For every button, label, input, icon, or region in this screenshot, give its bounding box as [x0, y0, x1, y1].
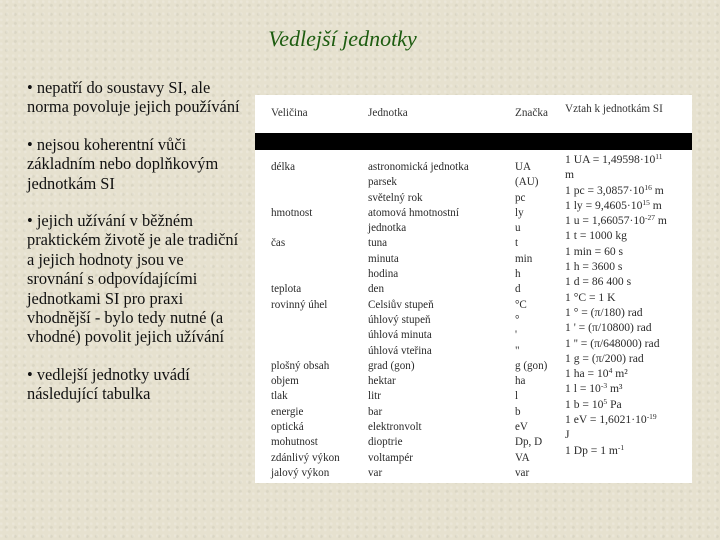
table-cell: °C — [515, 298, 527, 311]
column-jednotka — [368, 160, 469, 481]
table-cell — [271, 267, 340, 282]
table-cell: 1 d = 86 400 s — [565, 275, 632, 289]
table-cell: 1 °C = 1 K — [565, 290, 616, 304]
table-cell: ly — [515, 206, 524, 219]
table-cell: m — [565, 168, 575, 182]
table-cell: hodina — [368, 268, 399, 281]
table-cell: VA — [515, 451, 530, 464]
table-cell: minuta — [368, 252, 399, 265]
table-cell: 1 min = 60 s — [565, 244, 624, 258]
table-cell: l — [515, 390, 519, 403]
table-cell: b — [515, 405, 521, 418]
table-cell: ha — [515, 375, 526, 388]
bullet-item: • vedlejší jednotky uvádí následující tabulka — [27, 364, 190, 404]
table-cell: 1 Dp = 1 $m^{-1}$ — [565, 442, 625, 457]
table-cell: d — [515, 283, 521, 296]
table-cell: litr — [368, 390, 381, 403]
table-cell: 1 $b = 10^5$ Pa — [565, 396, 622, 411]
table-cell: Dp, D — [515, 436, 543, 449]
table-cell: var — [515, 466, 530, 479]
table-cell: úhlová vteřina — [368, 344, 432, 357]
table-cell: Celsiův stupeň — [368, 298, 434, 311]
table-cell: parsek — [368, 176, 397, 189]
slide-title: Vedlejší jednotky — [268, 26, 417, 51]
table-cell — [271, 313, 340, 328]
table-cell: UA — [515, 161, 532, 173]
table-cell: tlak — [271, 390, 288, 403]
table-cell: " — [515, 344, 520, 357]
bullet-item: • jejich užívání v běžném praktickém životě je ale tradiční a jejich hodnoty jsou ve srovnání s odpovídajícími jednotkami SI pro praxi vhodnější - bylo tedy nutné (a vhodné) povolit jejich užívání — [27, 211, 239, 347]
table-cell — [271, 221, 340, 236]
table-cell: atomová hmotnostní — [368, 206, 459, 219]
table-cell: den — [368, 283, 385, 296]
table-cell: 1 h = 3600 s — [565, 260, 623, 274]
table-cell: jalový výkon — [271, 466, 330, 479]
table-cell — [271, 252, 340, 267]
table-cell: g (gon) — [515, 359, 548, 372]
table-cell: grad (gon) — [368, 359, 415, 372]
table-cell: světelný rok — [368, 191, 423, 204]
table-cell: mohutnost — [271, 436, 318, 449]
table-cell: ° — [515, 313, 520, 326]
table-cell: objem — [271, 375, 299, 388]
table-cell: 1 ° = (π/180) rad — [565, 305, 643, 319]
table-cell: úhlový stupeň — [368, 313, 431, 326]
bullet-item: • nejsou koherentní vůči základním nebo doplňkovým jednotkám SI — [27, 134, 219, 193]
table-cell: astronomická jednotka — [368, 161, 469, 173]
table-cell: energie — [271, 405, 304, 418]
table-cell: čas — [271, 237, 286, 250]
table-cell: jednotka — [368, 222, 407, 235]
header-jednotka: Jednotka — [368, 107, 408, 119]
table-cell: tuna — [368, 237, 388, 250]
table-cell: optická — [271, 421, 304, 434]
table-cell — [271, 344, 340, 359]
table-cell: dioptrie — [368, 436, 403, 449]
header-separator-bar — [255, 133, 692, 150]
table-cell: (AU) — [515, 176, 539, 189]
table-cell: t — [515, 237, 519, 250]
units-table — [255, 95, 692, 483]
table-cell: bar — [368, 405, 383, 418]
header-znacka: Značka — [515, 107, 548, 119]
column-velicina — [271, 160, 340, 481]
table-cell: hmotnost — [271, 206, 313, 219]
table-cell — [271, 328, 340, 343]
table-cell: min — [515, 252, 533, 265]
table-cell: var — [368, 466, 383, 479]
bullet-item: • nepatří do soustavy SI, ale norma povoluje jejich používání — [27, 78, 240, 117]
table-cell: 1 UA = $1,49598\cdot 10^{11}$ — [565, 152, 663, 166]
table-cell: 1 ' = (π/10800) rad — [565, 321, 652, 335]
table-cell: zdánlivý výkon — [271, 451, 340, 464]
table-cell: plošný obsah — [271, 359, 330, 372]
table-cell: pc — [515, 191, 526, 204]
table-cell: 1 $l = 10^{-3}$ m³ — [565, 381, 623, 396]
table-cell — [271, 191, 340, 206]
column-znacka — [515, 160, 547, 481]
table-cell: 1 eV = $1,6021\cdot 10^{-19}$ — [565, 412, 657, 427]
table-cell: 1 ly = $9,4605\cdot 10^{15}$ m — [565, 197, 662, 212]
table-cell: 1 g = (π/200) rad — [565, 351, 644, 365]
header-vztah: Vztah k jednotkám SI — [565, 103, 663, 115]
table-cell: h — [515, 268, 521, 281]
table-cell: hektar — [368, 375, 396, 388]
table-cell: 1 ha = $10^4$ m² — [565, 366, 628, 381]
table-cell: úhlová minuta — [368, 329, 432, 342]
table-cell: u — [515, 222, 521, 235]
table-cell: teplota — [271, 283, 302, 296]
column-vztah — [565, 152, 667, 458]
bullet-list — [27, 78, 242, 422]
header-velicina: Veličina — [271, 107, 308, 119]
table-cell: 1 '' = (π/648000) rad — [565, 336, 660, 350]
table-cell: J — [565, 428, 570, 442]
table-cell: ' — [515, 329, 517, 342]
table-cell: voltampér — [368, 451, 413, 464]
table-cell — [271, 175, 340, 190]
table-cell: elektronvolt — [368, 421, 422, 434]
table-cell: 1 pc = $3,0857\cdot 10^{16}$ m — [565, 182, 664, 197]
table-cell: rovinný úhel — [271, 298, 328, 311]
table-cell: 1 t = 1000 kg — [565, 229, 627, 243]
table-cell: 1 $u = 1,66057\cdot 10^{-27}$ m — [565, 213, 667, 228]
table-cell: délka — [271, 161, 296, 173]
table-cell: eV — [515, 421, 528, 434]
